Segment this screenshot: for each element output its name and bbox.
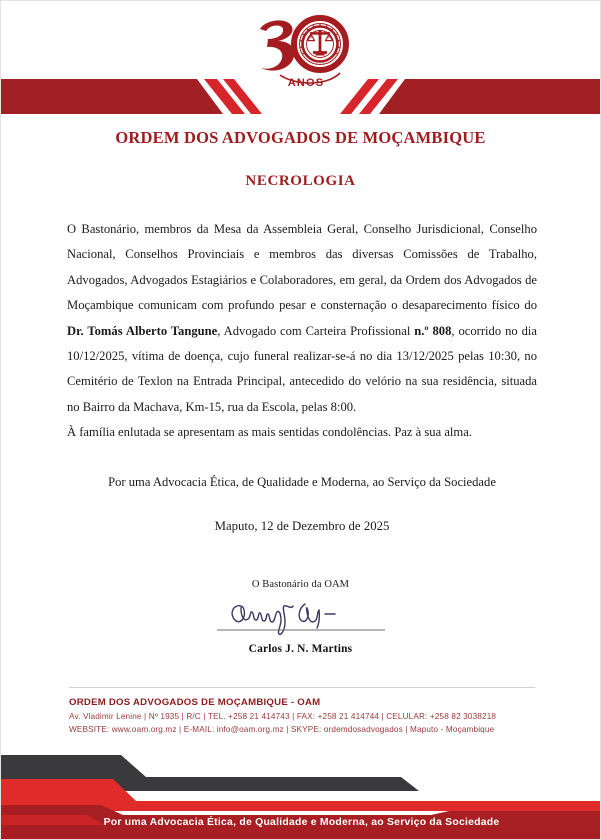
- seal-ring: [294, 18, 346, 70]
- main-paragraph: [67, 217, 537, 420]
- body-motto: Por uma Advocacia Ética, de Qualidade e Moderna, ao Serviço da Sociedade: [108, 474, 496, 489]
- document-type-heading: NECROLOGIA: [245, 173, 356, 189]
- header-band: [1, 1, 601, 121]
- carteira-number: n.º 808: [414, 323, 452, 338]
- signature-role: O Bastonário da OAM: [251, 579, 350, 590]
- anniversary-word-text: ANOS: [287, 77, 324, 89]
- oam-30-anos-logo: [248, 13, 356, 91]
- logo-wrap: [1, 13, 601, 91]
- footer-org-name: ORDEM DOS ADVOGADOS DE MOÇAMBIQUE - OAM: [69, 697, 321, 708]
- place-and-date: Maputo, 12 de Dezembro de 2025: [214, 518, 390, 533]
- signature-canvas: [211, 592, 391, 640]
- numeral-three: [260, 20, 294, 70]
- signature-block: [1, 579, 600, 655]
- paragraph-mid-text: , Advogado com Carteira Profissional: [217, 323, 415, 338]
- deceased-name: Dr. Tomás Alberto Tangune: [67, 323, 218, 338]
- footer-contact-block: [69, 696, 539, 736]
- document-body: [67, 217, 537, 534]
- footer-web-line: WEBSITE: www.oam.org.mz | E-MAIL: info@oam.org.mz | SKYPE: ordemdosadvogados | Maputo - Moçambique: [69, 725, 495, 734]
- footer-divider: [69, 687, 535, 688]
- bottom-banner-motto: Por uma Advocacia Ética, de Qualidade e Moderna, ao Serviço da Sociedade: [103, 817, 500, 828]
- condolences-line: À família enlutada se apresentam as mais sentidas condolências. Paz à sua alma.: [67, 425, 472, 440]
- signatory-name: Carlos J. N. Martins: [248, 643, 353, 655]
- handwritten-signature-icon: [211, 592, 391, 640]
- paragraph-tail-text: , ocorrido no dia 10/12/2025, vítima de doença, cujo funeral realizar-se-á no dia 13/12/2025 pelas 10:30, no Cemitério de Texlon na Entrada Principal, antecedido do velório na sua residência, situada no Bairro da Machava, Km-15, rua da Escola, pelas 8:00.: [67, 323, 537, 414]
- footer-address-line: Av. Vladimir Lenine | Nº 1935 | R/C | TEL. +258 21 414743 | FAX: +258 21 414744 | CELULAR: +258 82 3038218: [69, 712, 497, 721]
- bottom-band: [1, 749, 601, 839]
- scales-of-justice-icon: [307, 30, 332, 55]
- page-title: ORDEM DOS ADVOGADOS DE MOÇAMBIQUE: [115, 128, 486, 147]
- paragraph-lead-text: O Bastonário, membros da Mesa da Assembleia Geral, Conselho Jurisdicional, Conselho Nacional, Conselhos Provinciais e membros das diversas Comissões de Trabalho, Advogados, Advogados Estagiários e Colaboradores, em geral, da Ordem dos Advogados de Moçambique comunicam com profundo pesar e consternação o desaparecimento físico do: [67, 222, 537, 313]
